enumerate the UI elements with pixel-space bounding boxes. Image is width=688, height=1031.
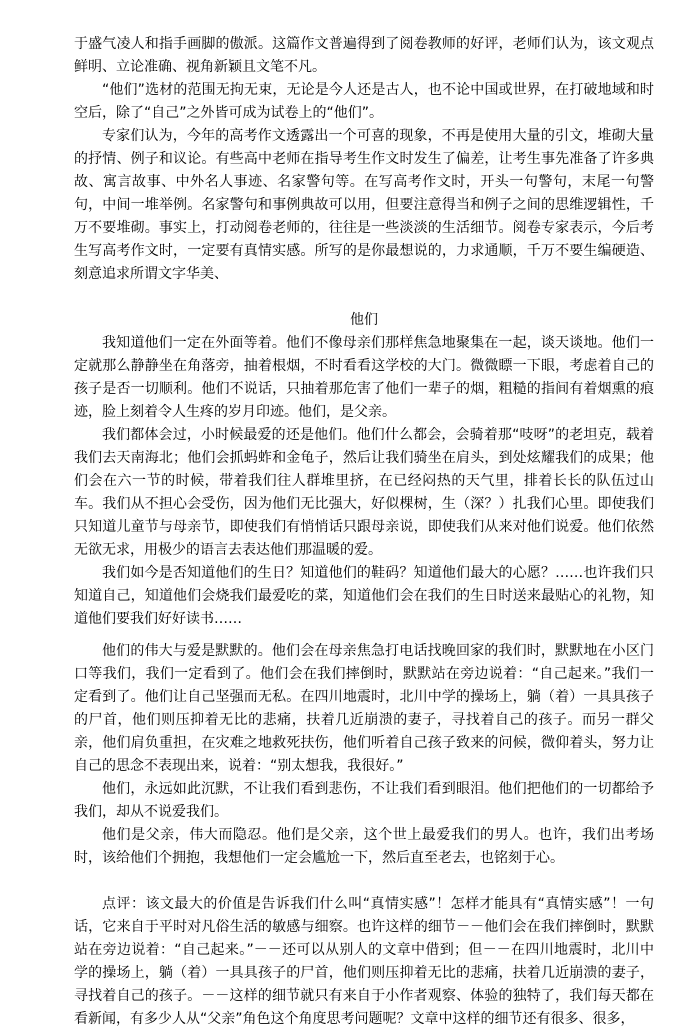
essay-paragraph-2: 我们都体会过，小时候最爱的还是他们。他们什么都会，会骑着那“吱呀”的老坦克，载着我们去天南海北；他们会抓蚂蚱和金龟子，然后让我们骑坐在肩头，到处炫耀我们的成果；他们会在六一节的时候，带着我们往人群堆里挤，在已经闷热的天气里，排着长长的队伍过山车。我们从不担心会受伤，因为他们无比强大，好似棵树，生（深？）扎我们心里。即使我们只知道儿童节与母亲节，即使我们有悄悄话只跟母亲说，即使我们从来对他们说爱。他们依然无欲无求，用极少的语言去表达他们那温暖的爱。 [74,427,654,558]
commentary-paragraph: 点评：该文最大的价值是告诉我们什么叫“真情实感”！怎样才能具有“真情实感”！一句话，它来自于平时对凡俗生活的敏感与细察。也许这样的细节－－他们会在我们摔倒时，默默站在旁边说着：“自己起来。”－－还可以从别人的文章中借到；但－－在四川地震时，北川中学的操场上，躺（着）一具具孩子的尸首，他们则压抑着无比的悲痛，扶着几近崩溃的妻子，寻找着自己的孩子。－－这样的细节就只有来自于小作者观察、体验的独特了，我们每天都在看新闻，有多少人从“父亲”角色这个角度思考问题呢？文章中这样的细节还有很多、很多， [74,896,654,1027]
intro-paragraph-3: 专家们认为，今年的高考作文透露出一个可喜的现象，不再是使用大量的引文，堆砌大量的抒情、例子和议论。有些高中老师在指导考生作文时发生了偏差，让考生事先准备了许多典故、寓言故事、中外名人事迹、名家警句等。在写高考作文时，开头一句警句，末尾一句警句，中间一堆举例。名家警句和事例典故可以用，但要注意得当和例子之间的思维逻辑性，千万不要堆砌。事实上，打动阅卷老师的，往往是一些淡淡的生活细节。阅卷专家表示，今后考生写高考作文时，一定要有真情实感。所写的是你最想说的，力求通顺，千万不要生编硬造、刻意追求所谓文字华美、 [74,128,654,282]
spacer [74,286,654,309]
essay-paragraph-6: 他们是父亲，伟大而隐忍。他们是父亲，这个世上最爱我们的男人。也许，我们出考场时，该给他们个拥抱，我想他们一定会尴尬一下，然后直至老去，也铭刻于心。 [74,827,654,866]
essay-paragraph-4: 他们的伟大与爱是默默的。他们会在母亲焦急打电话找晚回家的我们时，默默地在小区门口等我们，我们一定看到了。他们会在我们摔倒时，默默站在旁边说着：“自己起来。”我们一定看到了。他们让自己坚强而无私。在四川地震时，北川中学的操场上，躺（着）一具具孩子的尸首，他们则压抑着无比的悲痛，扶着几近崩溃的妻子，寻找着自己的孩子。而另一群父亲，他们肩负重担，在灾难之地救死扶伤，他们听着自己孩子致来的问候，微仰着头，努力让自己的思念不表现出来，说着：“别太想我，我很好。” [74,643,654,774]
intro-paragraph-1: 于盛气凌人和指手画脚的傲派。这篇作文普遍得到了阅卷教师的好评，老师们认为，该文观点鲜明、立论准确、视角新颖且文笔不凡。 [74,36,654,75]
spacer [74,870,654,893]
essay-title: 他们 [350,312,378,328]
essay-paragraph-5: 他们，永远如此沉默，不让我们看到悲伤，不让我们看到眼泪。他们把他们的一切都给予我们，却从不说爱我们。 [74,781,654,820]
spacer [74,631,654,640]
intro-paragraph-2: “他们”选材的范围无拘无束，无论是今人还是古人，也不论中国或世界，在打破地域和时空后，除了“自己”之外皆可成为试卷上的“他们”。 [74,82,654,121]
essay-paragraph-3: 我们如今是否知道他们的生日？知道他们的鞋码？知道他们最大的心愿？……也许我们只知道自己，知道他们会烧我们最爱吃的菜，知道他们会在我们的生日时送来最贴心的礼物，知道他们要我们好好读书…… [74,565,654,627]
essay-paragraph-1: 我知道他们一定在外面等着。他们不像母亲们那样焦急地聚集在一起，谈天谈地。他们一定就那么静静坐在角落旁，抽着根烟，不时看看这学校的大门。微微瞟一下眼，考虑着自己的孩子是否一切顺利。他们不说话，只抽着那危害了他们一辈子的烟，粗糙的指间有着烟熏的痕迹，脸上刻着令人生疼的岁月印迹。他们，是父亲。 [74,335,654,420]
document-page [74,33,654,1031]
